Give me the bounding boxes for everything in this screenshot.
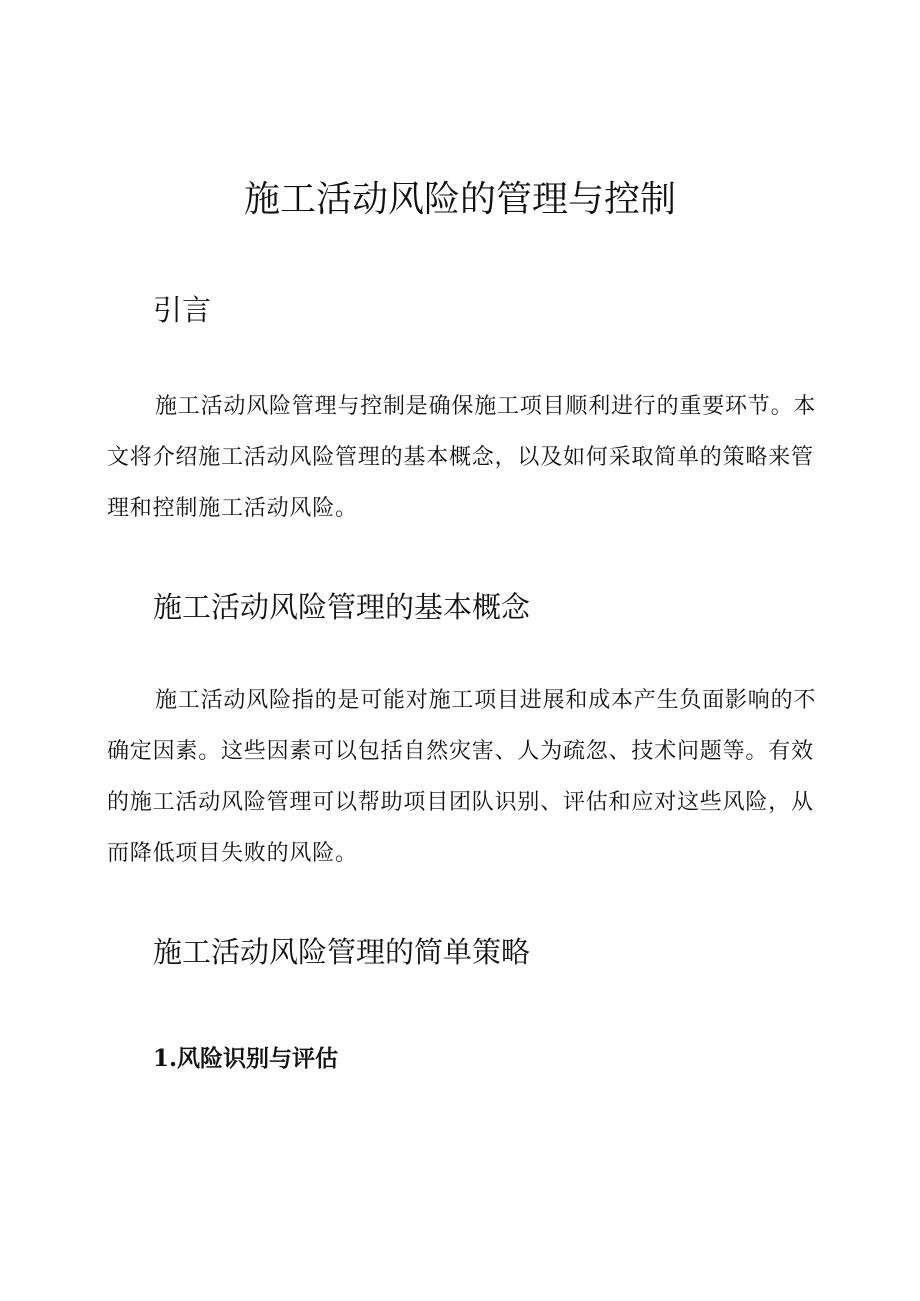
section-heading-basic-concepts: 施工活动风险管理的基本概念 — [153, 590, 531, 624]
document-title: 施工活动风险的管理与控制 — [243, 179, 676, 220]
section-heading-intro: 引言 — [153, 293, 212, 327]
basic-concepts-paragraph: 施工活动风险指的是可能对施工项目进展和成本产生负面影响的不确定因素。这些因素可以包括自然灾害、人为疏忽、技术问题等。有效的施工活动风险管理可以帮助项目团队识别、评估和应对这些风险，从而降低项目失败的风险。 — [107, 688, 817, 866]
intro-paragraph: 施工活动风险管理与控制是确保施工项目顺利进行的重要环节。本文将介绍施工活动风险管理的基本概念，以及如何采取简单的策略来管理和控制施工活动风险。 — [107, 394, 817, 521]
subsection-title: 风险识别与评估 — [177, 1046, 339, 1072]
subsection-heading-risk-identification — [153, 1042, 338, 1076]
subsection-number: 1. — [153, 1045, 178, 1072]
section-heading-simple-strategies: 施工活动风险管理的简单策略 — [153, 935, 531, 969]
